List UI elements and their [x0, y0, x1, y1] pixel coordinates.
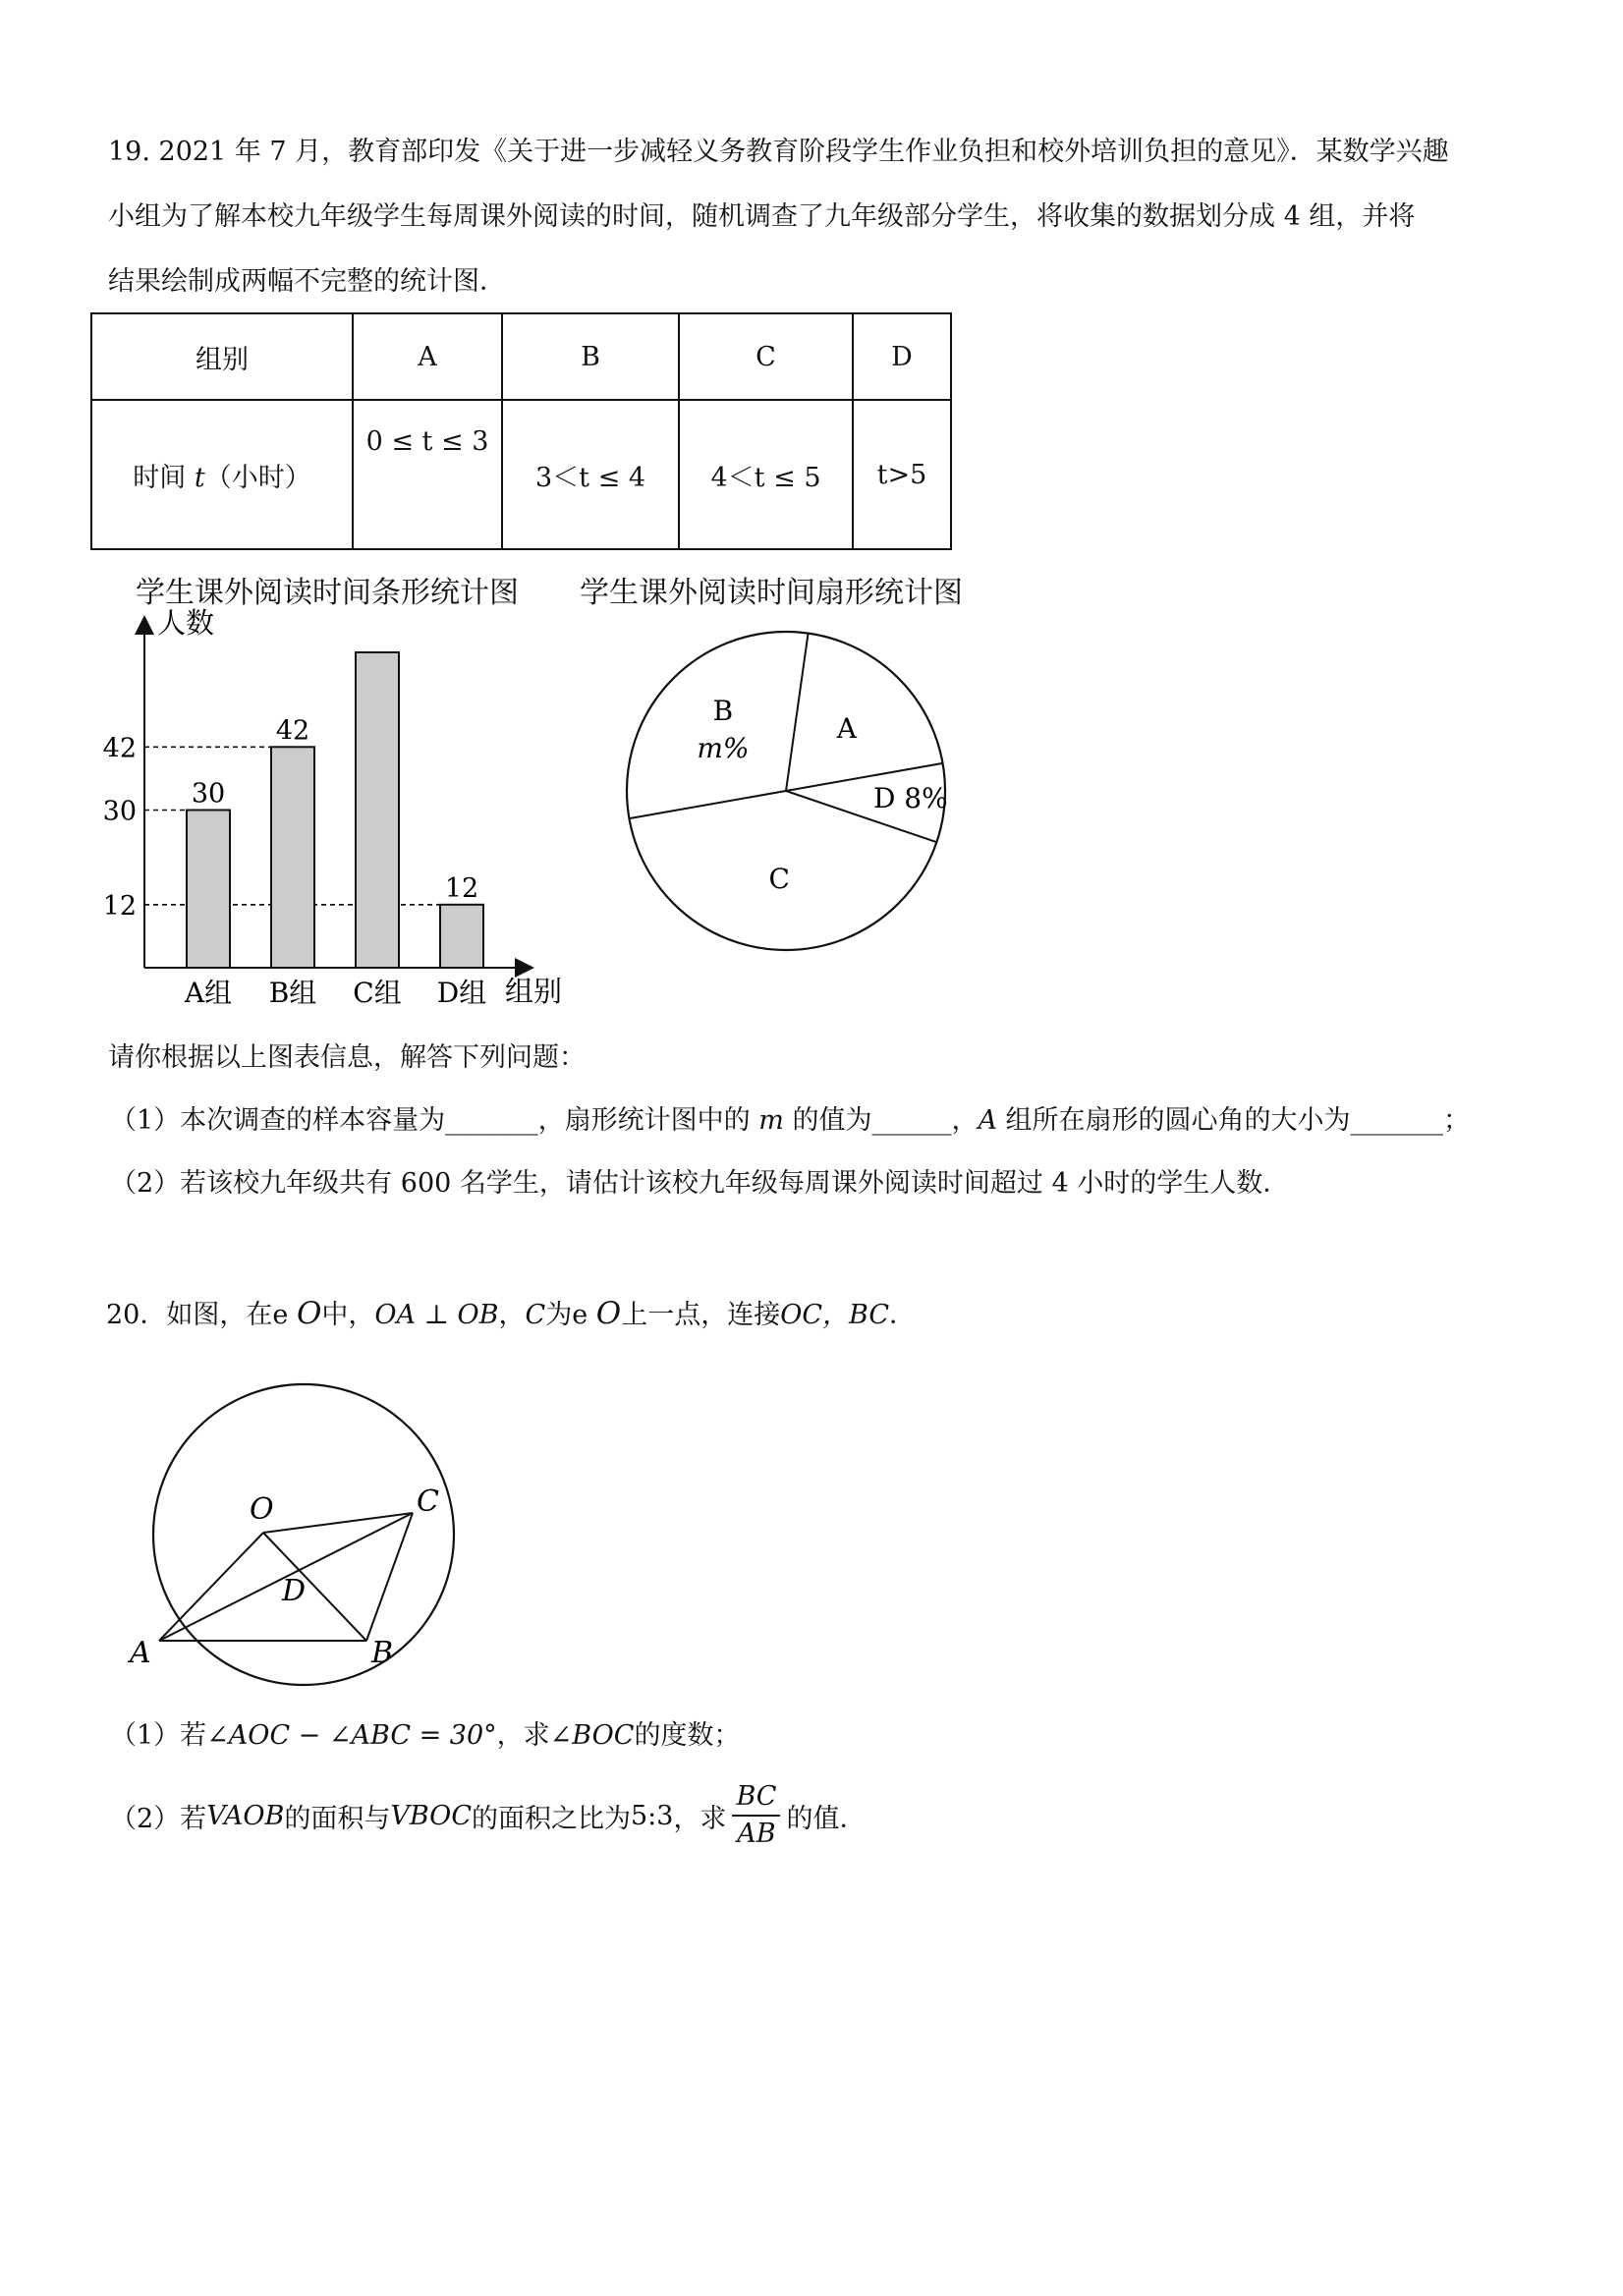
bar-y-axis-label: 人数 [157, 606, 215, 640]
pie-slice-label: B [712, 695, 734, 728]
bar-data-label: 30 [191, 778, 226, 810]
bar-y-tick-label: 12 [102, 890, 137, 922]
pie-slice-label: D 8% [872, 781, 948, 814]
segment-oa [159, 1533, 263, 1641]
pie-slice-label: A [836, 711, 858, 745]
point-label-b: B [371, 1636, 394, 1670]
table-header-time: 时间 t（小时） [91, 400, 353, 549]
point-label-a: A [130, 1636, 151, 1670]
table-header-group: 组别 [91, 313, 353, 400]
q20-subquestion-2: （2）若 VAOB 的面积与 VBOC 的面积之比为 5:3 ，求 BC AB 的值． [110, 1776, 866, 1855]
q20-subquestion-1: （1）若∠AOC − ∠ABC = 30°，求∠BOC的度数； [110, 1720, 741, 1751]
fraction-bc-over-ab: BC AB [732, 1779, 780, 1852]
bar-chart [88, 599, 599, 1012]
pie-slice-boundary [629, 791, 786, 818]
bar-chart-title: 学生课外阅读时间条形统计图 [136, 576, 519, 610]
point-label-c: C [417, 1484, 439, 1519]
pie-slice-boundary [786, 634, 809, 791]
point-label-d: D [282, 1574, 307, 1608]
segment-ob [263, 1533, 366, 1641]
bar-category-label: D组 [436, 977, 487, 1009]
table-group-c: C [679, 313, 853, 400]
q19-subquestion-2: （2）若该校九年级共有 600 名学生，请估计该校九年级每周课外阅读时间超过 4 小时的学生人数． [110, 1168, 1290, 1199]
bar-x-axis-label: 组别 [505, 975, 563, 1008]
pie-slice-value-label: m% [697, 732, 750, 765]
table-range-b: 3＜t ≤ 4 [502, 400, 679, 549]
bar-data-label: 42 [275, 715, 310, 747]
table-row [91, 400, 951, 549]
bar [440, 905, 483, 968]
point-label-o: O [250, 1492, 274, 1527]
bar-data-label: 12 [444, 872, 479, 904]
bar-y-tick-label: 30 [102, 796, 137, 827]
table-row [91, 313, 951, 400]
pie-chart-title: 学生课外阅读时间扇形统计图 [580, 576, 963, 610]
table-range-c: 4＜t ≤ 5 [679, 400, 853, 549]
table-group-a: A [353, 313, 502, 400]
q20-stem: 20．如图，在e O中，OA ⊥ OB，C为e O上一点，连接OC，BC． [106, 1296, 916, 1331]
table-group-b: B [502, 313, 679, 400]
bar [356, 652, 399, 968]
bar-y-tick-label: 42 [102, 733, 137, 764]
bar [187, 811, 230, 969]
bar-category-label: B组 [268, 977, 317, 1009]
table-range-a: 0 ≤ t ≤ 3 [353, 400, 502, 549]
circle-geometry-figure [98, 1375, 511, 1690]
table-range-d: t>5 [853, 400, 951, 549]
segment-oc [263, 1513, 413, 1533]
table-group-d: D [853, 313, 951, 400]
circle-symbol: e [272, 1300, 289, 1330]
q19-subquestion-1: （1）本次调查的样本容量为_______，扇形统计图中的 m 的值为______，A 组所在扇形的圆心角的大小为_______； [110, 1105, 1471, 1136]
bar [271, 747, 314, 968]
pie-chart [609, 609, 963, 982]
group-time-table [90, 312, 952, 550]
q19-line-2: 小组为了解本校九年级学生每周课外阅读的时间，随机调查了九年级部分学生，将收集的数据划分成 4 组，并将 [108, 201, 1416, 232]
bar-category-label: A组 [184, 977, 233, 1009]
q19-line-3: 结果绘制成两幅不完整的统计图． [108, 266, 506, 297]
q19-prompt: 请你根据以上图表信息，解答下列问题： [108, 1042, 586, 1073]
bar-category-label: C组 [353, 977, 402, 1009]
circle-symbol: e [572, 1300, 588, 1330]
q19-line-1: 19. 2021 年 7 月，教育部印发《关于进一步减轻义务教育阶段学生作业负担和校外培训负担的意见》．某数学兴趣 [108, 137, 1449, 167]
pie-slice-label: C [768, 862, 790, 895]
